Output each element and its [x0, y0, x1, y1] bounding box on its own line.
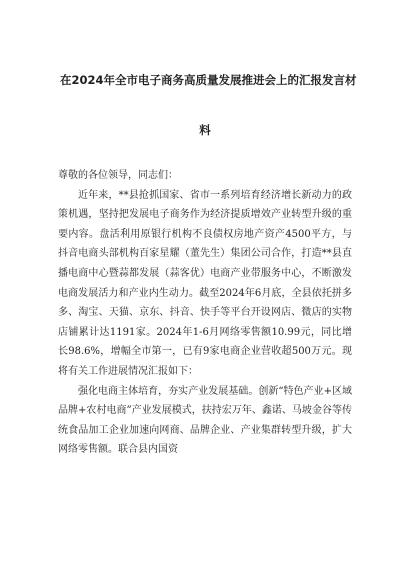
- document-title-line-1: 在2024年全市电子商务高质量发展推进会上的汇报发言材: [60, 73, 357, 87]
- document-body: [58, 166, 352, 460]
- body-paragraph-1: 近年来，**县抢抓国家、省市一系列培育经济增长新动力的政策机遇，坚持把发展电子商务作为经济提质增效产业转型升级的重要内容。盘活利用原银行机构不良债权房地产资产4500平方，与抖音电商头部机构百家星耀（董先生）集团公司合作，打造**县直播电商中心暨蒜都发展（蒜客优）电商产业带服务中心，不断激发电商发展活力和产业内生动力。截至2024年6月底，全县依托拼多多、淘宝、天猫、京东、抖音、快手等平台开设网店、微店的实物店铺累计达1191家。2024年1-6月网络零售额10.99元，同比增长98.6%，增幅全市第一，已有9家电商企业营收超500万元。现将有关工作进展情况汇报如下：: [58, 189, 352, 377]
- document-title-line-2: 料: [199, 123, 211, 137]
- salutation: 尊敬的各位领导，同志们：: [58, 170, 178, 181]
- body-paragraph-2: 强化电商主体培育，夯实产业发展基础。创新“特色产业+区域品牌+农村电商”产业发展模式，扶持宏万年、鑫诺、马坡金谷等传统食品加工企业加速向网商、品牌企业、产业集群转型升级，扩大网络零售额。联合县内国资: [58, 385, 352, 456]
